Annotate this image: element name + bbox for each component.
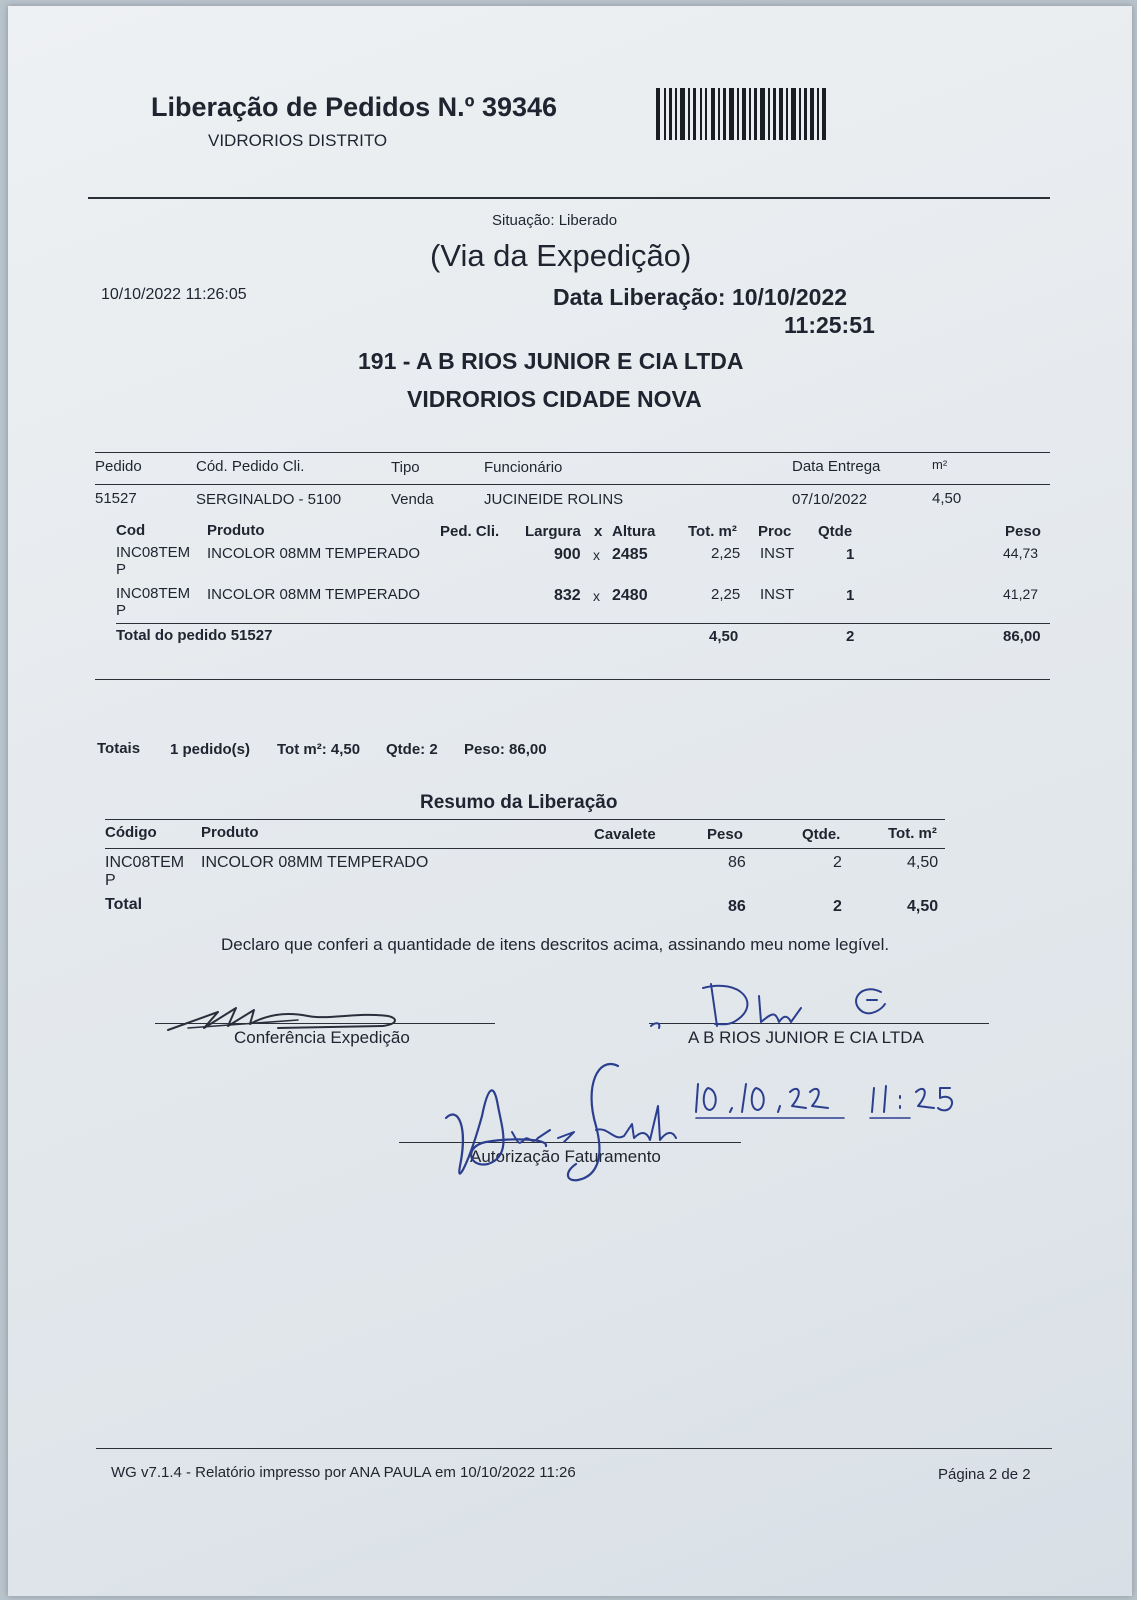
order-total-qtde: 2 [846, 628, 855, 645]
client-store: VIDRORIOS CIDADE NOVA [407, 386, 702, 412]
order-client-code: SERGINALDO - 5100 [196, 491, 342, 508]
order-table-top-rule [95, 452, 1050, 453]
item-code [116, 544, 190, 578]
item-proc: INST [760, 586, 795, 603]
signature-conferencia-scribble [158, 994, 418, 1044]
col-produto: Produto [207, 522, 265, 539]
summary-total-peso: 86 [728, 898, 746, 915]
col-data-entrega: Data Entrega [792, 458, 881, 475]
signature-label-conferencia: Conferência Expedição [234, 1028, 410, 1047]
release-date: Data Liberação: 10/10/2022 [553, 284, 848, 310]
totals-orders: 1 pedido(s) [170, 741, 251, 758]
col-summary-tot-m2: Tot. m² [888, 825, 937, 842]
declaration-text: Declaro que conferi a quantidade de itens descritos acima, assinando meu nome legível. [221, 935, 890, 954]
order-employee: JUCINEIDE ROLINS [484, 491, 624, 508]
document-title: Liberação de Pedidos N.º 39346 [151, 92, 558, 122]
item-tot-m2: 2,25 [711, 586, 741, 603]
item-x: x [593, 547, 600, 563]
item-qtde: 1 [846, 546, 855, 563]
col-cod-pedido-cli: Cód. Pedido Cli. [196, 458, 305, 475]
item-height: 2485 [612, 546, 648, 563]
col-proc: Proc [758, 523, 792, 540]
item-product: INCOLOR 08MM TEMPERADO [207, 545, 421, 562]
col-funcionario: Funcionário [484, 459, 563, 476]
item-product: INCOLOR 08MM TEMPERADO [207, 586, 421, 603]
item-qtde: 1 [846, 587, 855, 604]
header-divider [88, 197, 1050, 199]
summary-product: INCOLOR 08MM TEMPERADO [201, 854, 429, 871]
item-peso: 44,73 [1003, 545, 1039, 561]
item-x: x [593, 588, 600, 604]
col-x: x [594, 523, 603, 540]
col-summary-peso: Peso [707, 826, 743, 843]
summary-total-qtde: 2 [833, 898, 842, 915]
footer-page: Página 2 de 2 [938, 1466, 1031, 1483]
footer-rule [96, 1448, 1052, 1449]
col-qtde: Qtde [818, 523, 853, 540]
item-code-line1: INC08TEM [116, 585, 191, 602]
totals-m2: Tot m²: 4,50 [277, 741, 361, 758]
col-ped-cli: Ped. Cli. [440, 523, 500, 540]
col-pedido: Pedido [95, 458, 142, 475]
status-text: Situação: Liberado [492, 212, 618, 229]
via-title: (Via da Expedição) [430, 238, 692, 273]
items-total-rule [116, 623, 1050, 624]
col-cod: Cod [116, 522, 146, 539]
col-m2: m² [932, 457, 948, 472]
order-m2: 4,50 [932, 490, 962, 507]
signature-autorizacao-scribble [428, 1046, 688, 1196]
company-name: VIDRORIOS DISTRITO [208, 131, 388, 150]
col-altura: Altura [612, 523, 656, 540]
item-code-line2: P [116, 561, 127, 578]
summary-title: Resumo da Liberação [420, 792, 618, 813]
item-width: 832 [554, 587, 581, 604]
footer-printed-by: WG v7.1.4 - Relatório impresso por ANA PAULA em 10/10/2022 11:26 [111, 1464, 576, 1481]
item-peso: 41,27 [1003, 586, 1039, 602]
printed-datetime: 10/10/2022 11:26:05 [101, 286, 247, 303]
item-tot-m2: 2,25 [711, 545, 741, 562]
signature-label-cliente: A B RIOS JUNIOR E CIA LTDA [688, 1028, 924, 1047]
col-tipo: Tipo [391, 459, 420, 476]
order-total-label: Total do pedido 51527 [116, 627, 273, 644]
signature-cliente-scribble [641, 974, 911, 1036]
summary-header-rule [105, 848, 945, 849]
release-time: 11:25:51 [784, 312, 875, 338]
item-code-line2: P [116, 602, 127, 619]
signature-label-autorizacao: Autorização Faturamento [470, 1147, 661, 1166]
handwritten-date-value: 10/10/22 11:25 [694, 1078, 701, 1079]
col-tot-m2: Tot. m² [688, 523, 737, 540]
col-codigo: Código [105, 824, 157, 841]
summary-code-line2: P [105, 872, 116, 889]
order-bottom-rule [95, 679, 1050, 680]
totals-peso: Peso: 86,00 [464, 741, 547, 758]
order-total-peso: 86,00 [1003, 628, 1041, 645]
handwritten-date-time [694, 1078, 974, 1124]
summary-total-label: Total [105, 896, 143, 913]
order-total-m2: 4,50 [709, 628, 739, 645]
item-code [116, 585, 190, 619]
col-summary-produto: Produto [201, 824, 259, 841]
summary-tot-m2: 4,50 [907, 854, 939, 871]
totals-label: Totais [97, 740, 141, 757]
order-number: 51527 [95, 490, 137, 507]
item-proc: INST [760, 545, 795, 562]
totals-qtde: Qtde: 2 [386, 741, 438, 758]
summary-code-line1: INC08TEM [105, 854, 185, 871]
item-height: 2480 [612, 587, 648, 604]
summary-peso: 86 [728, 854, 746, 871]
summary-code [105, 854, 184, 890]
summary-top-rule [105, 819, 945, 820]
col-summary-qtde: Qtde. [802, 826, 841, 843]
document-sheet [8, 6, 1132, 1596]
item-code-line1: INC08TEM [116, 544, 191, 561]
barcode-icon [656, 88, 828, 140]
col-largura: Largura [525, 523, 581, 540]
col-peso: Peso [1005, 523, 1041, 540]
item-width: 900 [554, 546, 581, 563]
order-delivery-date: 07/10/2022 [792, 491, 868, 508]
col-cavalete: Cavalete [594, 826, 656, 843]
order-table-header-rule [95, 484, 1050, 485]
summary-total-m2: 4,50 [907, 898, 939, 915]
summary-qtde: 2 [833, 854, 842, 871]
order-type: Venda [391, 491, 434, 508]
client-name: 191 - A B RIOS JUNIOR E CIA LTDA [358, 348, 744, 374]
